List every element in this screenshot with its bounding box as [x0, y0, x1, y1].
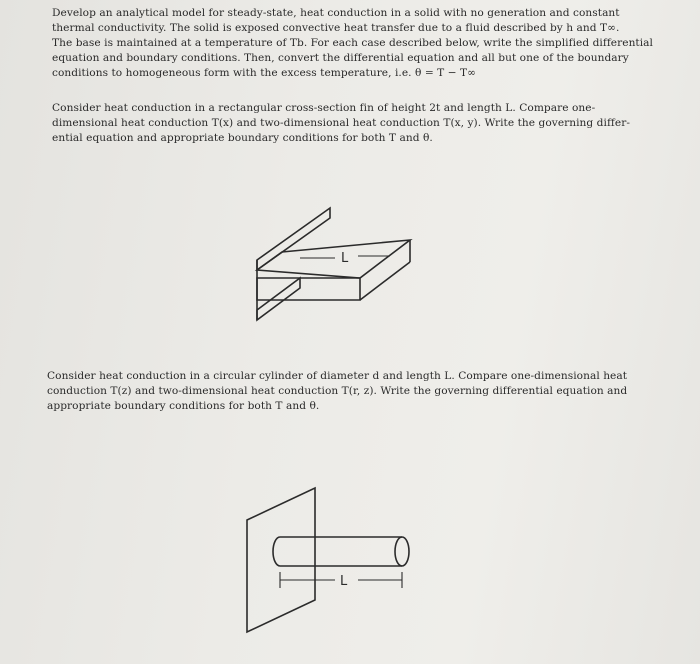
problem2-line-2: conduction T(z) and two-dimensional heat conduction T(r, z). Write the governing differential equation and: [47, 385, 628, 397]
fin-top-surface: [257, 240, 410, 278]
problem2-paragraph: [47, 369, 632, 414]
intro-paragraph: [52, 6, 653, 81]
cylinder-length-label: L: [340, 574, 348, 589]
problem1-line-2: dimensional heat conduction T(x) and two-dimensional heat conduction T(x, y). Write the governing differ-: [52, 117, 630, 129]
problem1-line-1: Consider heat conduction in a rectangular cross-section fin of height 2t and length L. Compare one-: [52, 102, 596, 114]
fin-base-wall: [257, 208, 330, 270]
cylinder-figure: [240, 480, 430, 640]
intro-line-2: thermal conductivity. The solid is exposed convective heat transfer due to a fluid described by h and T∞.: [52, 22, 620, 34]
fin-front-face: [257, 278, 360, 300]
intro-line-5: conditions to homogeneous form with the excess temperature, i.e. θ = T − T∞: [52, 67, 477, 79]
problem1-paragraph: [52, 101, 632, 146]
intro-line-1: Develop an analytical model for steady-state, heat conduction in a solid with no generation and constant: [52, 7, 620, 19]
fin-right-edge: [360, 262, 410, 300]
cylinder-body: [273, 537, 402, 566]
fin-base-wall-lower: [257, 278, 300, 320]
cylinder-end-cap: [395, 537, 409, 566]
cylinder-base-wall: [247, 488, 315, 632]
intro-line-3: The base is maintained at a temperature of Tb. For each case described below, write the simplified differential: [52, 37, 653, 49]
intro-line-4: equation and boundary conditions. Then, convert the differential equation and all but one of the boundary: [52, 52, 629, 64]
fin-length-label: L: [341, 251, 349, 266]
problem2-line-3: appropriate boundary conditions for both T and θ.: [47, 400, 320, 412]
problem2-line-1: Consider heat conduction in a circular cylinder of diameter d and length L. Compare one-dimensional heat: [47, 370, 628, 382]
rectangular-fin-figure: [240, 200, 430, 340]
problem1-line-3: ential equation and appropriate boundary conditions for both T and θ.: [52, 132, 433, 144]
